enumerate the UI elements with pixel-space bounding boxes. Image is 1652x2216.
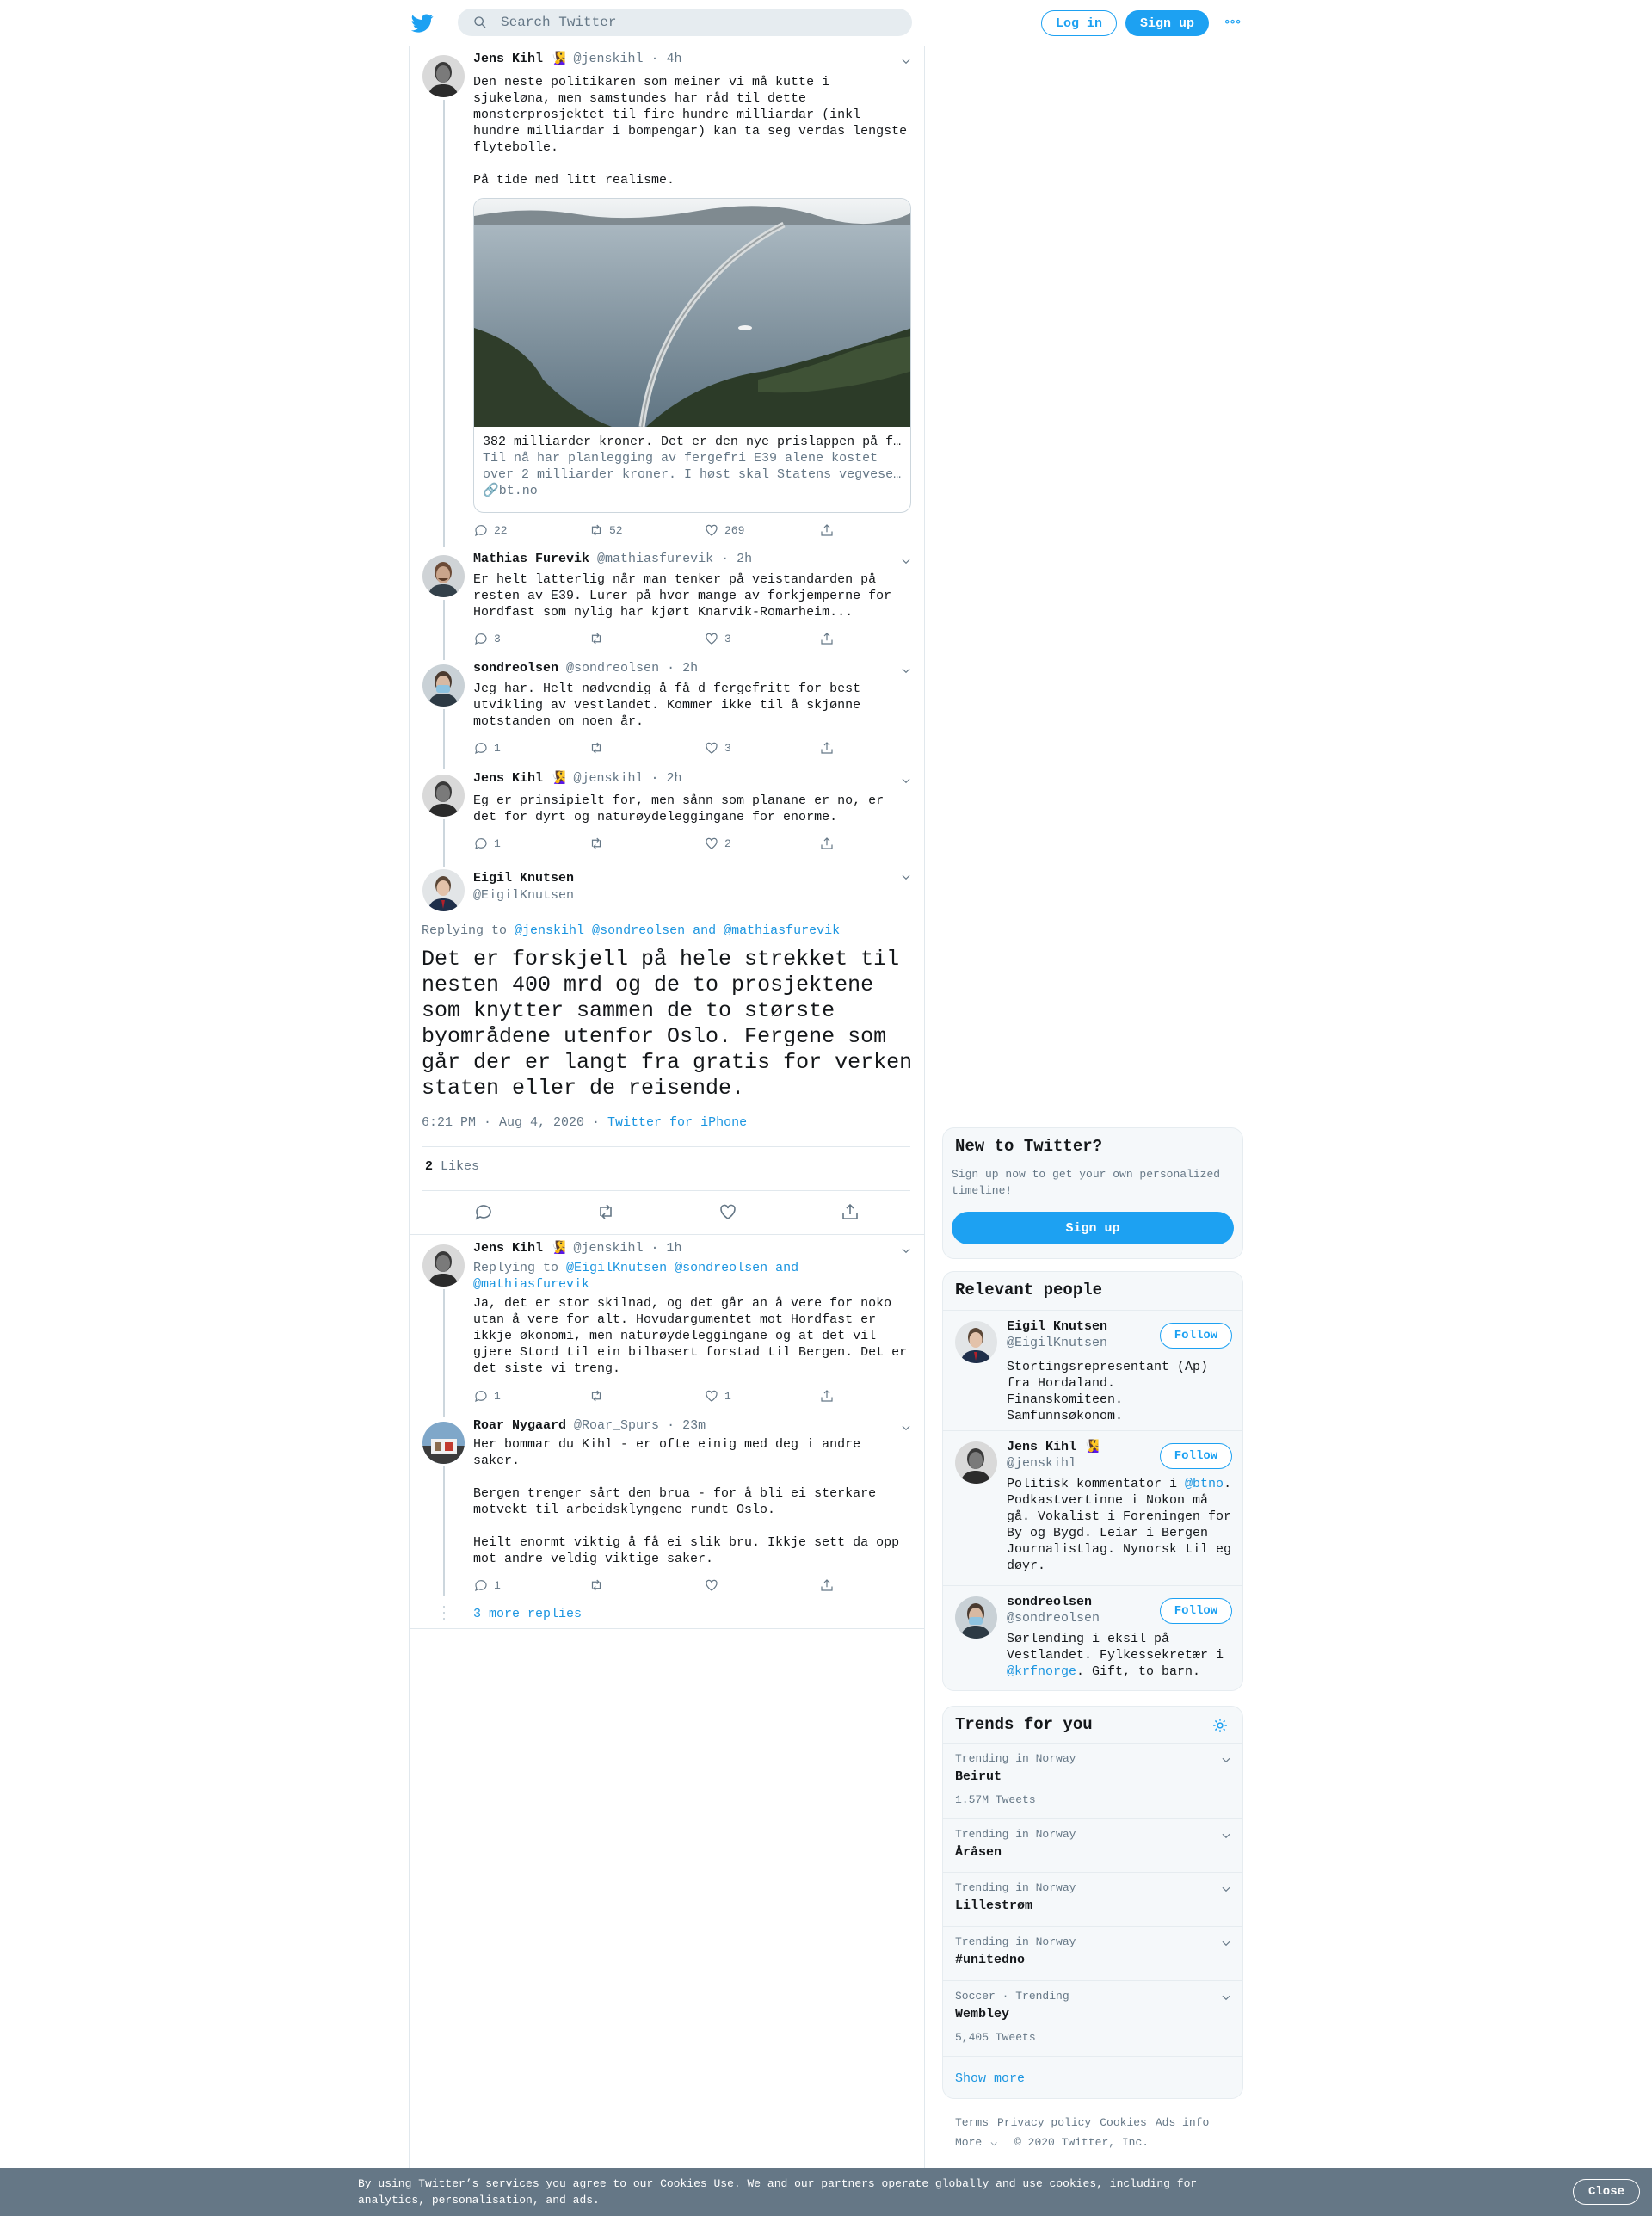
share-button[interactable]	[819, 1577, 835, 1594]
tweet-actions	[473, 522, 843, 539]
sidebar-footer	[955, 2113, 1230, 2152]
tweet-header	[473, 52, 682, 66]
more-options-icon[interactable]: ∘∘∘	[1224, 16, 1241, 30]
reply-icon	[473, 522, 489, 538]
heart-icon	[704, 631, 719, 646]
thread-line	[443, 1466, 445, 1596]
footer-more-link[interactable]: More ⌵	[955, 2136, 998, 2149]
card-domain: 🔗bt.no	[483, 484, 538, 498]
search-box[interactable]	[458, 9, 912, 36]
share-button[interactable]	[819, 739, 835, 756]
tweet-text: Den neste politikaren som meiner vi må kutte i sjukeløna, men samstundes har råd til dette monsterprosjektet til fire hundre milliardar (inkl hundre milliardar i bompengar) kan ta seg verdas lengste flytebolle. På tide med litt realisme.	[473, 75, 908, 188]
share-button[interactable]	[819, 1387, 835, 1404]
person-bio: Politisk kommentator i @btno. Podkastvertinne i Nokon må gå. Vokalist i Foreningen for By og Bygd. Leiar i Bergen Journalistlag. Nynorsk til eg døyr.	[1007, 1477, 1232, 1573]
tweet-text: Eg er prinsipielt for, men sånn som planane er no, er det for dyrt og naturøydeleggingane for enorme.	[473, 793, 885, 824]
display-name[interactable]: Jens Kihl	[473, 771, 544, 786]
emoji: 🧏‍♀️	[551, 772, 566, 786]
footer-cookies-link[interactable]: Cookies	[1100, 2116, 1147, 2129]
chevron-down-icon[interactable]	[900, 775, 912, 787]
replying-to: Replying to @jenskihl @sondreolsen and @mathiasfurevik	[422, 923, 841, 938]
tweet-text: Ja, det er stor skilnad, og det går an å vere for noko utan å vere for alt. Hovudargumentet mot Hordfast er ikkje økonomi, men naturøydeleggingane og at det vil gjere Stord til ein bilbasert forstad til Bergen. Det er det siste vi treng.	[473, 1296, 908, 1376]
replying-to-link[interactable]: @EigilKnutsen @sondreolsen and	[566, 1261, 799, 1275]
reply-button[interactable]: 22	[473, 522, 508, 539]
bio-mention-link[interactable]: @krfnorge	[1007, 1664, 1077, 1679]
tweet[interactable]	[410, 661, 924, 761]
person-card[interactable]	[943, 1310, 1243, 1430]
display-name[interactable]: Jens Kihl	[473, 52, 544, 66]
thread-line	[443, 100, 445, 547]
avatar[interactable]	[422, 775, 465, 817]
reply-icon	[473, 836, 489, 851]
tweet-source[interactable]: Twitter for iPhone	[607, 1115, 748, 1130]
tweet[interactable]	[410, 1418, 924, 1602]
link-card[interactable]	[473, 198, 911, 513]
handle[interactable]: @mathiasfurevik	[597, 552, 714, 566]
signup-button[interactable]: Sign up	[1125, 10, 1209, 36]
tweet-header	[473, 1418, 706, 1433]
tweet-header	[473, 871, 574, 886]
close-button[interactable]: Close	[1573, 2179, 1640, 2205]
person-card[interactable]	[943, 1585, 1243, 1691]
panel-title: Relevant people	[955, 1281, 1103, 1299]
divider	[410, 1234, 924, 1235]
like-button[interactable]: 269	[704, 522, 744, 539]
trend-context: Trending in Norway	[955, 1935, 1076, 1948]
handle[interactable]: @jenskihl	[573, 771, 644, 786]
reply-button[interactable]: 3	[473, 630, 501, 647]
follow-button[interactable]: Follow	[1160, 1323, 1232, 1349]
reply-button[interactable]: 1	[473, 739, 501, 756]
heart-icon	[704, 740, 719, 756]
retweet-icon	[589, 1388, 604, 1404]
timestamp[interactable]: · 2h	[650, 771, 682, 786]
timestamp[interactable]: · 4h	[650, 52, 682, 66]
retweet-icon	[589, 836, 604, 851]
share-icon	[819, 631, 835, 646]
thread-line	[443, 709, 445, 769]
tweet-header	[473, 771, 682, 786]
reply-icon	[473, 631, 489, 646]
tweet-text: Jeg har. Helt nødvendig å få d fergefritt for best utvikling av vestlandet. Kommer ikke til å skjønne motstanden om noen år.	[473, 682, 861, 729]
chevron-down-icon[interactable]	[1220, 1754, 1232, 1766]
chevron-down-icon[interactable]	[900, 55, 912, 67]
timestamp[interactable]: · 2h	[721, 552, 753, 566]
likes-count[interactable]: 2 Likes	[425, 1159, 480, 1174]
retweet-icon	[589, 1577, 604, 1593]
trend-name[interactable]: Beirut	[955, 1769, 1002, 1784]
trend-name[interactable]: Åråsen	[955, 1845, 1002, 1860]
retweet-icon	[589, 522, 604, 538]
relevant-people-panel	[942, 1271, 1243, 1691]
search-input[interactable]	[501, 9, 897, 36]
retweet-button[interactable]	[589, 1577, 609, 1594]
chevron-down-icon[interactable]	[900, 871, 912, 883]
like-button[interactable]: 2	[704, 835, 731, 852]
display-name[interactable]: Eigil Knutsen	[473, 871, 575, 886]
footer-terms-link[interactable]: Terms	[955, 2116, 989, 2129]
avatar[interactable]	[422, 1244, 465, 1287]
share-button[interactable]	[819, 835, 835, 852]
display-name[interactable]: Roar Nygaard	[473, 1418, 567, 1433]
person-bio: Sørlending i eksil på Vestlandet. Fylkessekretær i @krfnorge. Gift, to barn.	[1007, 1632, 1224, 1679]
share-icon	[819, 836, 835, 851]
tweet-text: Er helt latterlig når man tenker på veistandarden på resten av E39. Lurer på hvor mange av forkjemperne for Hordfast som nylig har kjørt Knarvik-Romarheim...	[473, 572, 892, 620]
replying-to: Replying to @EigilKnutsen @sondreolsen and @mathiasfurevik	[473, 1261, 799, 1292]
person-name[interactable]: Jens Kihl 🧏‍♀️	[1007, 1440, 1100, 1454]
avatar[interactable]	[422, 869, 465, 911]
twitter-logo-icon[interactable]	[411, 12, 434, 34]
emoji: 🧏‍♀️	[1084, 1441, 1100, 1454]
footer-copyright: © 2020 Twitter, Inc.	[1014, 2136, 1150, 2149]
share-icon	[819, 740, 835, 756]
like-button[interactable]: 1	[704, 1387, 731, 1404]
trend-item[interactable]	[943, 1872, 1243, 1926]
trend-name[interactable]: Wembley	[955, 2007, 1010, 2022]
trends-panel	[942, 1706, 1243, 2099]
divider	[422, 1190, 910, 1191]
main-tweet-header	[410, 867, 924, 919]
cookie-banner	[0, 2168, 1652, 2216]
like-button[interactable]: 3	[704, 630, 731, 647]
retweet-icon[interactable]	[595, 1201, 616, 1222]
avatar[interactable]	[955, 1441, 997, 1484]
retweet-button[interactable]	[589, 1387, 609, 1404]
heart-icon[interactable]	[718, 1201, 738, 1222]
display-name[interactable]: Mathias Furevik	[473, 552, 590, 566]
timestamp[interactable]: · 2h	[667, 661, 699, 676]
reply-icon	[473, 1577, 489, 1593]
cookie-text: By using Twitter’s services you agree to our Cookies Use. We and our partners operate globally and use cookies, including for analytics, personalisation, and ads.	[358, 2177, 1198, 2207]
share-button[interactable]	[819, 630, 835, 647]
panel-description: Sign up now to get your own personalized timeline!	[952, 1168, 1221, 1197]
share-icon	[819, 522, 835, 538]
chevron-down-icon[interactable]	[1220, 1830, 1232, 1842]
tweet[interactable]	[410, 771, 924, 857]
chevron-down-icon: ⌵	[990, 2136, 998, 2149]
cookies-use-link[interactable]: Cookies Use	[660, 2177, 734, 2190]
replying-to-link[interactable]: @mathiasfurevik	[473, 1277, 590, 1292]
retweet-button[interactable]: 52	[589, 522, 623, 539]
panel-title: New to Twitter?	[955, 1137, 1103, 1156]
person-name[interactable]: Eigil Knutsen	[1007, 1319, 1108, 1334]
tweet-header	[473, 1241, 682, 1256]
retweet-button[interactable]	[589, 630, 609, 647]
heart-icon	[704, 522, 719, 538]
heart-icon	[704, 1388, 719, 1404]
person-handle[interactable]: @EigilKnutsen	[1007, 1336, 1108, 1350]
reply-icon[interactable]	[473, 1201, 494, 1222]
trend-item[interactable]	[943, 1743, 1243, 1818]
retweet-icon	[589, 740, 604, 756]
trend-context: Soccer · Trending	[955, 1990, 1069, 2003]
card-text	[474, 427, 910, 506]
tweet[interactable]	[410, 1241, 924, 1404]
thread-dots	[443, 1606, 445, 1623]
tweet-header	[473, 661, 698, 676]
avatar[interactable]	[422, 1422, 465, 1464]
more-replies-link[interactable]: 3 more replies	[473, 1607, 583, 1621]
timestamp[interactable]: · 1h	[650, 1241, 682, 1256]
display-name[interactable]: sondreolsen	[473, 661, 559, 676]
tweet-actions	[473, 630, 843, 647]
avatar[interactable]	[422, 555, 465, 597]
trend-context: Trending in Norway	[955, 1828, 1076, 1841]
share-button[interactable]	[819, 522, 835, 539]
handle[interactable]: @jenskihl	[573, 1241, 644, 1256]
reply-button[interactable]: 1	[473, 1577, 501, 1594]
top-bar	[0, 0, 1652, 46]
retweet-icon	[589, 631, 604, 646]
like-button[interactable]: 3	[704, 739, 731, 756]
trend-name[interactable]: Lillestrøm	[955, 1898, 1033, 1913]
avatar[interactable]	[955, 1596, 997, 1639]
emoji: 🧏‍♀️	[551, 1242, 566, 1256]
tweet-text: Her bommar du Kihl - er ofte einig med deg i andre saker. Bergen trenger sårt den brua - for å bli ei sterkare motvekt til arbeidsklyngene rundt Oslo. Heilt enormt viktig å få ei slik bru. Ikkje sett da opp mot andre veldig viktige saker.	[473, 1437, 900, 1566]
follow-button[interactable]: Follow	[1160, 1443, 1232, 1469]
share-icon[interactable]	[840, 1201, 860, 1222]
handle[interactable]: @Roar_Spurs	[574, 1418, 660, 1433]
trend-context: Trending in Norway	[955, 1881, 1076, 1894]
like-button[interactable]	[704, 1577, 724, 1594]
person-handle[interactable]: @sondreolsen	[1007, 1611, 1100, 1626]
tweet-meta: 6:21 PM · Aug 4, 2020 · Twitter for iPhone	[422, 1115, 748, 1130]
person-bio: Stortingsrepresentant (Ap) fra Hordaland. Finanskomiteen. Samfunnsøkonom.	[1007, 1360, 1209, 1423]
emoji: 🧏‍♀️	[551, 52, 566, 66]
trend-name[interactable]: #unitedno	[955, 1953, 1026, 1967]
show-more-link[interactable]: Show more	[955, 2071, 1026, 2086]
column-divider-right	[924, 46, 925, 2168]
tweet-actions	[473, 1577, 843, 1594]
gear-icon[interactable]	[1211, 1717, 1229, 1734]
handle[interactable]: @sondreolsen	[566, 661, 660, 676]
card-title: 382 milliarder kroner. Det er den nye prislappen på f…	[483, 435, 902, 449]
new-to-twitter-panel	[942, 1127, 1243, 1259]
chevron-down-icon[interactable]	[1220, 1883, 1232, 1895]
reply-icon	[473, 740, 489, 756]
thread-line	[443, 1289, 445, 1417]
main-tweet-text: Det er forskjell på hele strekket til nesten 400 mrd og de to prosjektene som knytter sammen de to største byområdene utenfor Oslo. Fergene som går der er langt fra gratis for verken staten eller de reisende.	[422, 947, 913, 1101]
reply-icon	[473, 1388, 489, 1404]
tweet[interactable]	[410, 52, 924, 542]
reply-button[interactable]: 1	[473, 835, 501, 852]
avatar[interactable]	[422, 664, 465, 707]
sidebar-signup-button[interactable]: Sign up	[952, 1212, 1234, 1244]
handle[interactable]: @EigilKnutsen	[473, 888, 575, 903]
avatar[interactable]	[955, 1321, 997, 1363]
tweet-header	[473, 888, 574, 903]
tweet-actions	[473, 739, 843, 756]
login-button[interactable]: Log in	[1041, 10, 1117, 36]
retweet-button[interactable]	[589, 835, 609, 852]
heart-icon	[704, 1577, 719, 1593]
tweet-timestamp[interactable]: 6:21 PM · Aug 4, 2020	[422, 1115, 585, 1130]
reply-button[interactable]: 1	[473, 1387, 501, 1404]
panel-title: Trends for you	[955, 1715, 1093, 1734]
retweet-button[interactable]	[589, 739, 609, 756]
heart-icon	[704, 836, 719, 851]
thread-line	[443, 819, 445, 867]
trend-count: 5,405 Tweets	[955, 2031, 1036, 2044]
share-icon	[819, 1577, 835, 1593]
follow-button[interactable]: Follow	[1160, 1598, 1232, 1624]
footer-ads-link[interactable]: Ads info	[1155, 2116, 1210, 2129]
bio-mention-link[interactable]: @btno	[1185, 1477, 1224, 1491]
thread-line	[443, 600, 445, 660]
share-icon	[819, 1388, 835, 1404]
card-image	[474, 199, 911, 427]
person-card[interactable]	[943, 1430, 1243, 1585]
person-handle[interactable]: @jenskihl	[1007, 1456, 1077, 1471]
chevron-down-icon[interactable]	[900, 555, 912, 567]
tweet[interactable]	[410, 552, 924, 651]
replying-to-link[interactable]: @jenskihl @sondreolsen and @mathiasfurevik	[515, 923, 841, 938]
trend-count: 1.57M Tweets	[955, 1793, 1036, 1806]
chevron-down-icon[interactable]	[1220, 1937, 1232, 1949]
divider	[410, 1628, 924, 1629]
person-name[interactable]: sondreolsen	[1007, 1595, 1093, 1609]
tweet-actions	[473, 1387, 843, 1404]
chevron-down-icon[interactable]	[1220, 1991, 1232, 2003]
search-icon	[473, 15, 487, 29]
display-name[interactable]: Jens Kihl	[473, 1241, 544, 1256]
chevron-down-icon[interactable]	[900, 664, 912, 676]
divider	[422, 1146, 910, 1147]
timestamp[interactable]: · 23m	[667, 1418, 706, 1433]
chevron-down-icon[interactable]	[900, 1244, 912, 1256]
trend-item[interactable]	[943, 1980, 1243, 2056]
tweet-actions	[473, 835, 843, 852]
trend-item[interactable]	[943, 1926, 1243, 1980]
link-icon: 🔗	[483, 484, 499, 498]
chevron-down-icon[interactable]	[900, 1422, 912, 1434]
tweet-header	[473, 552, 752, 566]
avatar[interactable]	[422, 55, 465, 97]
handle[interactable]: @jenskihl	[573, 52, 644, 66]
trend-context: Trending in Norway	[955, 1752, 1076, 1765]
card-description: Til nå har planlegging av fergefri E39 alene kostet over 2 milliarder kroner. I høst skal Statens vegvese…	[483, 451, 902, 482]
footer-privacy-link[interactable]: Privacy policy	[997, 2116, 1092, 2129]
trend-item[interactable]	[943, 1818, 1243, 1872]
